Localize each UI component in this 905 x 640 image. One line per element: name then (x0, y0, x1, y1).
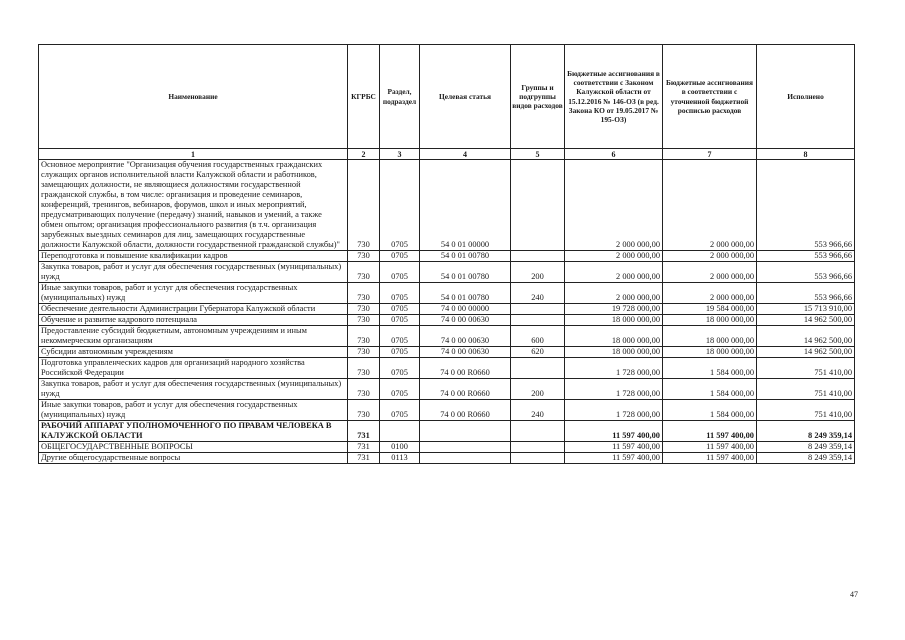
row-done-amount: 553 966,66 (757, 283, 855, 304)
col-number: 8 (757, 149, 855, 160)
row-section: 0705 (380, 251, 420, 262)
row-group: 200 (511, 379, 565, 400)
row-law-amount: 19 728 000,00 (565, 304, 663, 315)
row-done-amount: 14 962 500,00 (757, 326, 855, 347)
row-name: Иные закупки товаров, работ и услуг для обеспечения государственных (муниципальных) нужд (39, 400, 348, 421)
row-kgrbs: 731 (348, 421, 380, 442)
row-kgrbs: 730 (348, 347, 380, 358)
row-group: 240 (511, 283, 565, 304)
col-header-article: Целевая статья (420, 45, 511, 149)
row-group (511, 453, 565, 464)
row-law-amount: 18 000 000,00 (565, 347, 663, 358)
row-kgrbs: 730 (348, 283, 380, 304)
row-article (420, 453, 511, 464)
row-group: 600 (511, 326, 565, 347)
col-header-name: Наименование (39, 45, 348, 149)
row-name: Предоставление субсидий бюджетным, автономным учреждениям и иным некоммерческим организациям (39, 326, 348, 347)
row-name: Другие общегосударственные вопросы (39, 453, 348, 464)
row-article: 74 0 00 R0660 (420, 358, 511, 379)
row-done-amount: 8 249 359,14 (757, 453, 855, 464)
col-header-law: Бюджетные ассигнования в соответствии с Законом Калужской области от 15.12.2016 № 146-ОЗ (в ред. Закона КО от 19.05.2017 № 195-ОЗ) (565, 45, 663, 149)
col-header-section: Раздел, подраздел (380, 45, 420, 149)
row-name: РАБОЧИЙ АППАРАТ УПОЛНОМОЧЕННОГО ПО ПРАВАМ ЧЕЛОВЕКА В КАЛУЖСКОЙ ОБЛАСТИ (39, 421, 348, 442)
row-name: Субсидии автономным учреждениям (39, 347, 348, 358)
row-article: 54 0 01 00000 (420, 160, 511, 251)
column-number-row (39, 149, 855, 160)
row-group (511, 358, 565, 379)
row-law-amount: 11 597 400,00 (565, 442, 663, 453)
row-refined-amount: 19 584 000,00 (663, 304, 757, 315)
row-group (511, 421, 565, 442)
row-name: Закупка товаров, работ и услуг для обеспечения государственных (муниципальных) нужд (39, 379, 348, 400)
row-done-amount: 751 410,00 (757, 358, 855, 379)
row-refined-amount: 2 000 000,00 (663, 251, 757, 262)
row-article: 74 0 00 00630 (420, 326, 511, 347)
table-row (39, 358, 855, 379)
row-section: 0705 (380, 326, 420, 347)
col-number: 1 (39, 149, 348, 160)
row-section: 0100 (380, 442, 420, 453)
row-section: 0705 (380, 379, 420, 400)
row-refined-amount: 2 000 000,00 (663, 283, 757, 304)
row-name: Переподготовка и повышение квалификации кадров (39, 251, 348, 262)
row-section: 0705 (380, 358, 420, 379)
row-done-amount: 14 962 500,00 (757, 315, 855, 326)
row-law-amount: 18 000 000,00 (565, 315, 663, 326)
row-done-amount: 15 713 910,00 (757, 304, 855, 315)
row-section: 0705 (380, 347, 420, 358)
table-row (39, 315, 855, 326)
col-number: 6 (565, 149, 663, 160)
row-name: ОБЩЕГОСУДАРСТВЕННЫЕ ВОПРОСЫ (39, 442, 348, 453)
col-number: 3 (380, 149, 420, 160)
row-law-amount: 2 000 000,00 (565, 160, 663, 251)
row-law-amount: 18 000 000,00 (565, 326, 663, 347)
row-article: 54 0 01 00780 (420, 251, 511, 262)
row-section: 0705 (380, 262, 420, 283)
row-law-amount: 1 728 000,00 (565, 358, 663, 379)
row-group (511, 304, 565, 315)
row-section: 0113 (380, 453, 420, 464)
budget-sheet (38, 44, 854, 464)
row-group (511, 160, 565, 251)
row-refined-amount: 11 597 400,00 (663, 421, 757, 442)
table-row (39, 379, 855, 400)
row-done-amount: 8 249 359,14 (757, 421, 855, 442)
col-number: 2 (348, 149, 380, 160)
row-section: 0705 (380, 315, 420, 326)
row-law-amount: 1 728 000,00 (565, 400, 663, 421)
row-done-amount: 553 966,66 (757, 251, 855, 262)
row-law-amount: 11 597 400,00 (565, 453, 663, 464)
table-row-section-total (39, 421, 855, 442)
row-group: 620 (511, 347, 565, 358)
col-number: 5 (511, 149, 565, 160)
col-header-done: Исполнено (757, 45, 855, 149)
row-law-amount: 11 597 400,00 (565, 421, 663, 442)
row-refined-amount: 18 000 000,00 (663, 347, 757, 358)
row-law-amount: 1 728 000,00 (565, 379, 663, 400)
table-row (39, 262, 855, 283)
row-refined-amount: 1 584 000,00 (663, 358, 757, 379)
row-done-amount: 14 962 500,00 (757, 347, 855, 358)
row-group (511, 442, 565, 453)
col-header-refined: Бюджетные ассигнования в соответствии с уточненной бюджетной росписью расходов (663, 45, 757, 149)
row-kgrbs: 730 (348, 160, 380, 251)
table-row (39, 400, 855, 421)
row-section: 0705 (380, 283, 420, 304)
budget-table (38, 44, 855, 464)
row-section: 0705 (380, 160, 420, 251)
row-section: 0705 (380, 400, 420, 421)
table-row (39, 283, 855, 304)
row-section (380, 421, 420, 442)
row-name: Иные закупки товаров, работ и услуг для обеспечения государственных (муниципальных) нужд (39, 283, 348, 304)
row-refined-amount: 11 597 400,00 (663, 442, 757, 453)
row-done-amount: 751 410,00 (757, 400, 855, 421)
row-refined-amount: 18 000 000,00 (663, 326, 757, 347)
row-kgrbs: 730 (348, 358, 380, 379)
row-kgrbs: 730 (348, 304, 380, 315)
row-article: 54 0 01 00780 (420, 283, 511, 304)
table-row (39, 304, 855, 315)
row-done-amount: 751 410,00 (757, 379, 855, 400)
row-kgrbs: 730 (348, 251, 380, 262)
row-article: 74 0 00 R0660 (420, 400, 511, 421)
row-law-amount: 2 000 000,00 (565, 283, 663, 304)
col-number: 7 (663, 149, 757, 160)
row-section: 0705 (380, 304, 420, 315)
row-kgrbs: 730 (348, 379, 380, 400)
table-row (39, 160, 855, 251)
table-row (39, 326, 855, 347)
table-row (39, 453, 855, 464)
row-name: Подготовка управленческих кадров для организаций народного хозяйства Российской Федерации (39, 358, 348, 379)
row-done-amount: 553 966,66 (757, 160, 855, 251)
row-group: 200 (511, 262, 565, 283)
col-number: 4 (420, 149, 511, 160)
row-article: 74 0 00 00000 (420, 304, 511, 315)
row-kgrbs: 731 (348, 453, 380, 464)
col-header-kgrbs: КГРБС (348, 45, 380, 149)
row-kgrbs: 730 (348, 326, 380, 347)
row-name: Обеспечение деятельности Администрации Губернатора Калужской области (39, 304, 348, 315)
row-kgrbs: 731 (348, 442, 380, 453)
row-group (511, 315, 565, 326)
row-article (420, 421, 511, 442)
row-group: 240 (511, 400, 565, 421)
page-number: 47 (850, 590, 858, 599)
row-refined-amount: 1 584 000,00 (663, 379, 757, 400)
row-refined-amount: 11 597 400,00 (663, 453, 757, 464)
row-refined-amount: 18 000 000,00 (663, 315, 757, 326)
row-kgrbs: 730 (348, 315, 380, 326)
row-refined-amount: 1 584 000,00 (663, 400, 757, 421)
row-article: 54 0 01 00780 (420, 262, 511, 283)
row-refined-amount: 2 000 000,00 (663, 160, 757, 251)
row-article: 74 0 00 00630 (420, 315, 511, 326)
row-kgrbs: 730 (348, 400, 380, 421)
row-done-amount: 553 966,66 (757, 262, 855, 283)
table-row (39, 347, 855, 358)
row-done-amount: 8 249 359,14 (757, 442, 855, 453)
row-article (420, 442, 511, 453)
row-law-amount: 2 000 000,00 (565, 262, 663, 283)
row-refined-amount: 2 000 000,00 (663, 262, 757, 283)
row-kgrbs: 730 (348, 262, 380, 283)
row-article: 74 0 00 R0660 (420, 379, 511, 400)
row-group (511, 251, 565, 262)
row-name: Закупка товаров, работ и услуг для обеспечения государственных (муниципальных) нужд (39, 262, 348, 283)
col-header-group: Группы и подгруппы видов расходов (511, 45, 565, 149)
row-name: Обучение и развитие кадрового потенциала (39, 315, 348, 326)
table-row (39, 251, 855, 262)
row-article: 74 0 00 00630 (420, 347, 511, 358)
row-name: Основное мероприятие "Организация обучения государственных гражданских служащих органов исполнительной власти Калужской области и работников, замещающих должности, не являющиеся должностями государственной гражданской службы, в том числе: организация и проведение семинаров, конференций, тренингов, вебинаров, форумов, школ и иных мероприятий, предусматривающих получение (передачу) знаний, навыков и умений, а также обмен опытом; организация профессионального развития (в т.ч. организация зарубежных выездных семинаров для лиц, замещающих государственные должности Калужской области, должности государственной гражданской службы)" (39, 160, 348, 251)
table-row (39, 442, 855, 453)
header-row (39, 45, 855, 149)
row-law-amount: 2 000 000,00 (565, 251, 663, 262)
